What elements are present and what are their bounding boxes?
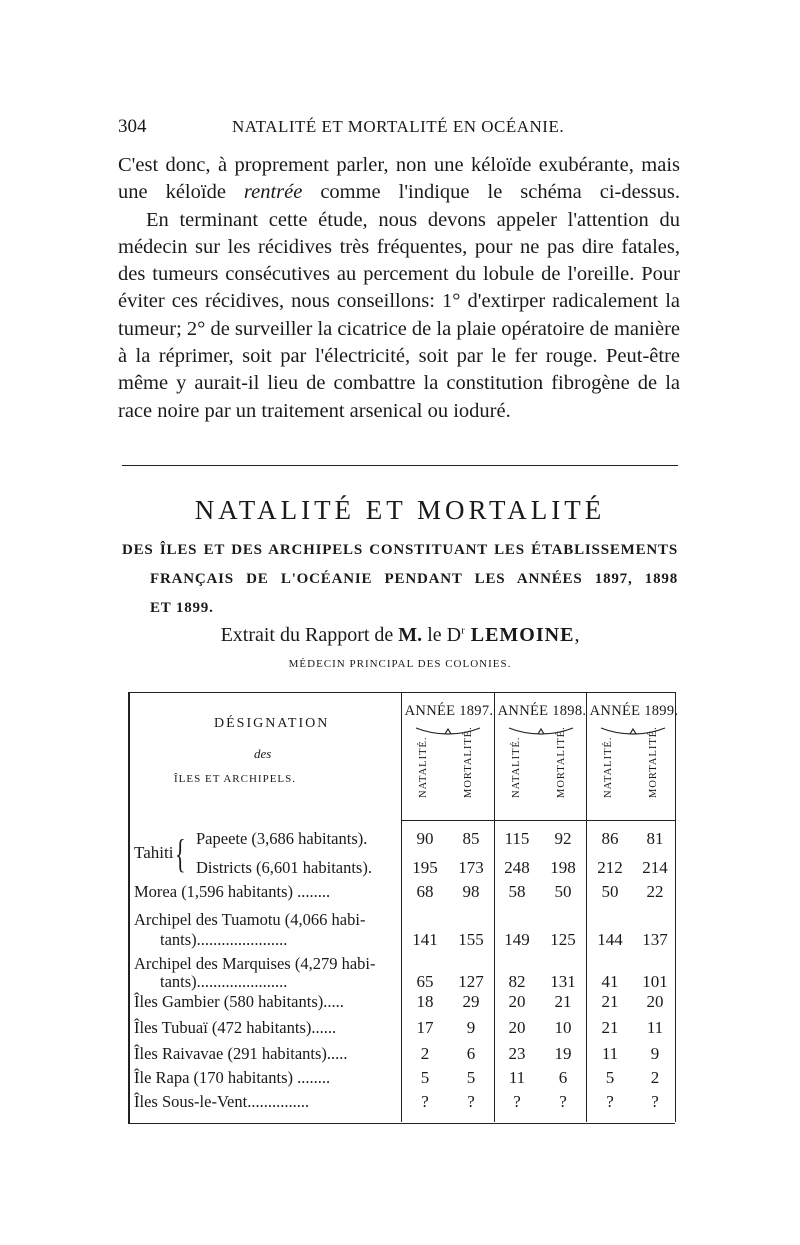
subtitle-line-2: FRANÇAIS DE L'OCÉANIE PENDANT LES ANNÉES 1897, 1898: [150, 571, 678, 587]
table-cell: 6: [558, 1068, 568, 1087]
page-number: 304: [118, 116, 147, 137]
year-header: ANNÉE 1897.: [404, 703, 494, 719]
extract-le: le D: [422, 624, 462, 646]
table-cell: 127: [458, 972, 484, 991]
table-cell: 131: [550, 972, 576, 991]
table-cell: 20: [508, 1018, 526, 1037]
table-cell: 214: [642, 858, 668, 877]
table-divider: [586, 692, 587, 1122]
table-cell: ?: [513, 1092, 521, 1111]
row-label: Îles Tubuaï (472 habitants)......: [134, 1018, 337, 1037]
year-header: ANNÉE 1898.: [497, 703, 587, 719]
row-label: Archipel des Tuamotu (4,066 habi-: [134, 910, 366, 929]
row-label-continued: tants)......................: [160, 972, 288, 991]
designation-header: DÉSIGNATION: [214, 716, 330, 731]
table-cell: 115: [504, 829, 530, 848]
table-cell: 2: [650, 1068, 660, 1087]
table-cell: 50: [601, 882, 619, 901]
table-cell: 20: [508, 992, 526, 1011]
subtitle-line-1: DES ÎLES ET DES ARCHIPELS CONSTITUANT LES ÉTABLISSEMENTS: [122, 542, 678, 558]
sub-header-natalite: NATALITÉ.: [418, 736, 429, 798]
row-label: Îles Sous-le-Vent...............: [134, 1092, 310, 1111]
table-cell: ?: [421, 1092, 429, 1111]
table-cell: 9: [466, 1018, 476, 1037]
table-cell: 19: [554, 1044, 572, 1063]
table-cell: 173: [458, 858, 484, 877]
table-cell: 144: [597, 930, 623, 949]
subtitle-line-3: ET 1899.: [150, 600, 214, 616]
table-cell: 6: [466, 1044, 476, 1063]
table-cell: 21: [601, 992, 619, 1011]
section-title: NATALITÉ ET MORTALITÉ: [194, 495, 606, 525]
sub-header-natalite: NATALITÉ.: [511, 736, 522, 798]
sub-header-mortalite: MORTALITÉ.: [556, 726, 567, 798]
table-cell: 65: [416, 972, 434, 991]
paragraph-2: En terminant cette étude, nous devons appeler l'attention du médecin sur les récidives très fréquentes, pour ne pas dire fatales, des tumeurs consécutives au percement du lobule de l'oreille. Pour éviter ces récidives, nous conseillons: 1° d'extirper radicalement la tumeur; 2° de surveiller la cicatrice de la plaie opératoire de manière à la réprimer, soit par l'électricité, soit par le fer rouge. Peut-être même y aurait-il lieu de combattre la constitution fibrogène de la race noire par un traitement arsenical ou ioduré.: [118, 208, 680, 422]
table-cell: 10: [554, 1018, 572, 1037]
table-cell: 41: [601, 972, 619, 991]
extract-m: M.: [398, 624, 423, 646]
extract-prefix: Extrait du Rapport de: [220, 624, 399, 646]
section-subtitle: [122, 536, 678, 623]
table-cell: 2: [420, 1044, 430, 1063]
table-header-rule: [402, 820, 675, 821]
running-title: NATALITÉ ET MORTALITÉ EN OCÉANIE.: [232, 117, 565, 136]
table-divider: [401, 692, 402, 1122]
table-cell: 212: [597, 858, 623, 877]
row-label: Districts (6,601 habitants).: [196, 858, 372, 877]
table-cell: 101: [642, 972, 668, 991]
table-cell: 82: [508, 972, 526, 991]
table-cell: 149: [504, 930, 530, 949]
section-rule: [122, 465, 678, 466]
extract-line: [0, 624, 800, 647]
table-cell: 23: [508, 1044, 526, 1063]
table-cell: 5: [466, 1068, 476, 1087]
paragraph-1-end: comme l'indique le schéma ci-dessus.: [302, 181, 680, 204]
table-cell: 21: [554, 992, 572, 1011]
table-cell: 86: [601, 829, 619, 848]
extract-sup: r: [461, 624, 465, 637]
tahiti-label: Tahiti: [134, 843, 174, 862]
sub-header-mortalite: MORTALITÉ.: [648, 726, 659, 798]
row-label-continued: tants)......................: [160, 930, 288, 949]
table-cell: 85: [462, 829, 480, 848]
table-cell: ?: [559, 1092, 567, 1111]
table-cell: 5: [420, 1068, 430, 1087]
table-cell: 195: [412, 858, 438, 877]
table-cell: 20: [646, 992, 664, 1011]
table-cell: 50: [554, 882, 572, 901]
table-cell: ?: [467, 1092, 475, 1111]
table-cell: 81: [646, 829, 664, 848]
table-cell: 22: [646, 882, 664, 901]
table-cell: 18: [416, 992, 434, 1011]
table-cell: 90: [416, 829, 434, 848]
table-cell: 21: [601, 1018, 619, 1037]
sub-header-mortalite: MORTALITÉ.: [463, 726, 474, 798]
designation-des: des: [254, 746, 272, 761]
extract-suffix: ,: [574, 624, 580, 646]
table-cell: 11: [601, 1044, 619, 1063]
tahiti-brace: {: [175, 831, 186, 876]
paragraph-1-text: C'est donc, à proprement parler, non une kéloïde exubérante, mais une kéloïde: [118, 154, 680, 204]
year-header: ANNÉE 1899.: [589, 703, 679, 719]
row-label: Îles Raivavae (291 habitants).....: [134, 1044, 348, 1063]
row-label: Morea (1,596 habitants) ........: [134, 882, 331, 901]
table-cell: 5: [605, 1068, 615, 1087]
row-label: Papeete (3,686 habitants).: [196, 829, 368, 848]
extract-name: LEMOINE: [464, 624, 575, 646]
table-cell: 248: [504, 858, 530, 877]
table-cell: 17: [416, 1018, 434, 1037]
table-cell: 155: [458, 930, 484, 949]
table-cell: ?: [606, 1092, 614, 1111]
sub-header-natalite: NATALITÉ.: [603, 736, 614, 798]
table-cell: 68: [416, 882, 434, 901]
table-cell: 58: [508, 882, 526, 901]
table-cell: 125: [550, 930, 576, 949]
table-cell: 29: [462, 992, 480, 1011]
table-cell: ?: [651, 1092, 659, 1111]
paragraph-1: [118, 152, 680, 207]
row-label: Île Rapa (170 habitants) ........: [134, 1068, 331, 1087]
table-cell: 141: [412, 930, 438, 949]
paragraph-1-italic: rentrée: [243, 181, 303, 204]
table-cell: 11: [646, 1018, 664, 1037]
table-cell: 137: [642, 930, 668, 949]
credit-line: MÉDECIN PRINCIPAL DES COLONIES.: [288, 658, 512, 670]
row-label: Archipel des Marquises (4,279 habi-: [134, 954, 376, 973]
body-text: [118, 152, 680, 425]
table-cell: 98: [462, 882, 480, 901]
designation-iles: ÎLES ET ARCHIPELS.: [174, 773, 297, 785]
table-cell: 92: [554, 829, 572, 848]
row-label: Îles Gambier (580 habitants).....: [134, 992, 344, 1011]
table-cell: 9: [650, 1044, 660, 1063]
table-cell: 11: [508, 1068, 526, 1087]
table-cell: 198: [550, 858, 576, 877]
